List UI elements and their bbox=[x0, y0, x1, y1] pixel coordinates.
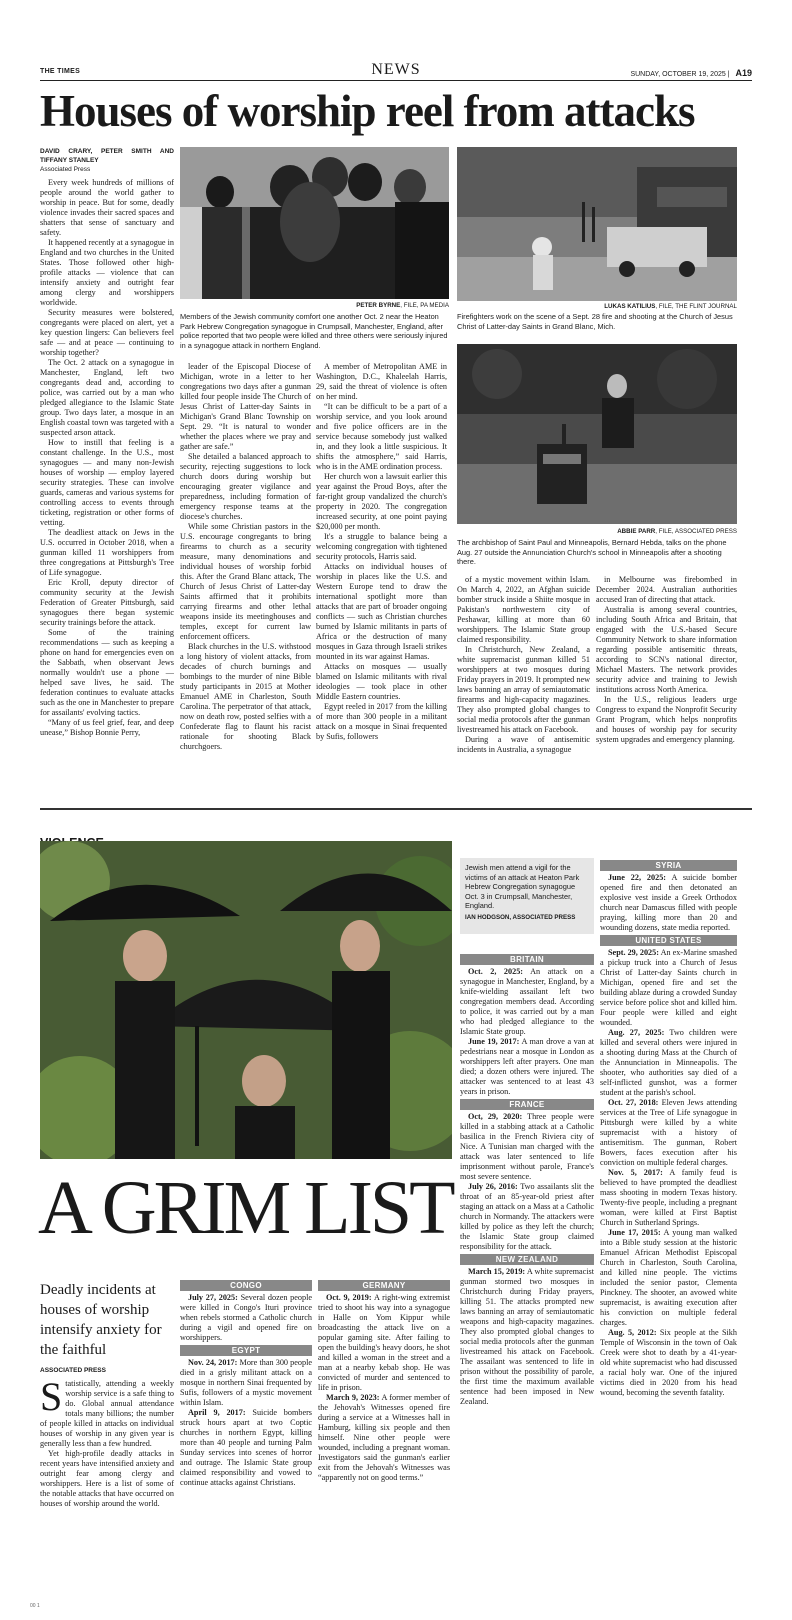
grim-list-intro bbox=[40, 1366, 174, 1566]
incident-entry bbox=[180, 1293, 312, 1343]
story-paragraph: Security measures were bolstered, congregants were placed on alert, yet a key question lingers: Can believers feel safe — and at peace — continuing to worship together? bbox=[40, 308, 174, 357]
incident-text: A white supremacist gunman stormed two mosques in Christchurch during Friday prayers, killing 51. The attacks prompted new laws banning an array of semiautomatic weapons and high-capacity magazines. They also prompted global changes to social media protocols after the gunman livestreamed his attack on Facebook. The assailant was sentenced to life in prison without the possibility of parole, the first time the maximum available sentence had been imposed in New Zealand. bbox=[460, 1267, 594, 1406]
photo4-credit: IAN HODGSON, ASSOCIATED PRESS bbox=[465, 913, 576, 921]
incident-text: Three people were killed in a stabbing attack at a Catholic basilica in the French Riviera city of Nice. A Tunisian man charged with the attack was later sentenced to life imprisonment without parole, France's most severe sentence. bbox=[460, 1112, 594, 1181]
incident-entry bbox=[600, 873, 737, 933]
country-header-congo: CONGO bbox=[180, 1280, 312, 1291]
incident-date: July 26, 2016: bbox=[468, 1182, 518, 1191]
incident-entry bbox=[318, 1293, 450, 1393]
story-paragraph: While some Christian pastors in the U.S. encourage congregants to bring firearms to church as a security measure, many denominations and individual houses of worship forbid this. After the Grand Blanc attack, The Church of Jesus Christ of Latter-day Saints affirmed that it prohibits carrying firearms and other lethal weapons inside its meetinghouses and temples, except for current law enforcement officers. bbox=[180, 522, 311, 641]
grim-agency: ASSOCIATED PRESS bbox=[40, 1367, 106, 1374]
incident-text: An attack on a synagogue in Manchester, England, by a knife-wielding assailant left two congregation members dead. According to police, it was carried out by a man who had pledged allegiance to the Islamic State group. bbox=[460, 967, 594, 1036]
incident-date: Oct, 29, 2020: bbox=[468, 1112, 523, 1121]
incident-text: Two assailants slit the throat of an 85-year-old priest after staging an attack on a Mass at a Catholic church in Normandy. The attackers were killed by police as they left the church; the Islamic State group claimed responsibility for the attack. bbox=[460, 1182, 594, 1251]
story-paragraph: Attacks on mosques — usually blamed on Islamic militants with rival ideologies — took place in other Middle Eastern countries. bbox=[316, 662, 447, 701]
incident-date: March 9, 2023: bbox=[326, 1393, 380, 1402]
photo3-caption: The archbishop of Saint Paul and Minneapolis, Bernard Hebda, talks on the phone Aug. 27 outside the Annunciation Church's school in Minneapolis after a shooting there. bbox=[457, 538, 727, 566]
story-column-4 bbox=[457, 575, 590, 787]
incident-entry bbox=[460, 1112, 594, 1182]
incident-text: More than 300 people died in a grisly militant attack on a mosque in northern Sinai frequented by Sufis, followers of a mystic movement within Islam. bbox=[180, 1358, 312, 1407]
story-paragraph: Every week hundreds of millions of people around the world gather to worship in peace. But for some, deadly violence invades their sacred spaces and shatters that sense of sanctuary and safety. bbox=[40, 178, 174, 237]
incident-date: June 22, 2025: bbox=[608, 873, 667, 882]
story-column-1 bbox=[40, 147, 174, 787]
incident-entry bbox=[460, 1267, 594, 1407]
incident-date: Oct. 2, 2025: bbox=[468, 967, 524, 976]
country-header-syria: SYRIA bbox=[600, 860, 737, 871]
country-header-egypt: EGYPT bbox=[180, 1345, 312, 1356]
story-paragraph: “It can be difficult to be a part of a worship service, and you look around and five police officers are in the service because somebody just walked in, and they look a little suspicious. It shifts the atmosphere,” said Harris, who is in the AME ordination process. bbox=[316, 402, 447, 471]
story-column-5 bbox=[596, 575, 737, 787]
incident-entry bbox=[600, 1328, 737, 1398]
incident-date: Sept. 29, 2025: bbox=[608, 948, 659, 957]
drop-cap: S bbox=[40, 1374, 63, 1419]
story-paragraph: “Many of us feel grief, fear, and deep unease,” Bishop Bonnie Perry, bbox=[40, 718, 174, 737]
incident-entry bbox=[460, 1037, 594, 1097]
incident-date: Oct. 9, 2019: bbox=[326, 1293, 372, 1302]
incident-entry bbox=[460, 967, 594, 1037]
incident-text: A suicide bomber opened fire and then detonated an explosive vest inside a Greek Orthodox church near Damascus filled with people praying, killing more than 20 and wounding dozens, state media reported. bbox=[600, 873, 737, 932]
photo2-credit: LUKAS KATILIUS, FILE, THE FLINT JOURNAL bbox=[604, 303, 737, 310]
incident-entry bbox=[600, 1028, 737, 1098]
grim-list-title: A GRIM LIST bbox=[38, 1166, 453, 1250]
incident-text: Six people at the Sikh Temple of Wisconsin in the town of Oak Creek were shot to death by a 41-year-old white supremacist who had discussed a racial holy war. One of the injured victims died in 2020 from his head wound, becoming the seventh fatality. bbox=[600, 1328, 737, 1397]
country-header-germany: GERMANY bbox=[318, 1280, 450, 1291]
story-paragraph: Attacks on individual houses of worship in places like the U.S. and Western Europe tend to draw the international spotlight more than attacks that are part of broader ongoing conflicts — such as Christian churches burned by Islamic militants in parts of Africa or the destruction of many mosques in Gaza through Israeli strikes mounted in its war against Hamas. bbox=[316, 562, 447, 661]
incident-text: An ex-Marine smashed a pickup truck into a Church of Jesus Christ of Latter-day Saints church in Michigan, opened fire and set the building ablaze during a crowded Sunday service before police shot and killed him. Four people were killed and eight wounded. bbox=[600, 948, 737, 1027]
country-header-us: UNITED STATES bbox=[600, 935, 737, 946]
story-paragraph: It's a struggle to balance being a welcoming congregation with tightened security protocols, Harris said. bbox=[316, 532, 447, 561]
story-paragraph: leader of the Episcopal Diocese of Michigan, wrote in a letter to her congregations two days after a gunman killed four people inside The Church of Jesus Christ of Latter-day Saints in Michigan's Grand Blanc Township on Sept. 29. “It is natural to wonder whether the places where we pray and gather are safe.” bbox=[180, 362, 311, 451]
incident-entry bbox=[600, 1168, 737, 1228]
list-column-1 bbox=[180, 1278, 312, 1568]
photo-church-fire bbox=[457, 147, 737, 301]
incident-entry bbox=[318, 1393, 450, 1483]
vigil-caption-box bbox=[460, 858, 594, 934]
byline: DAVID CRARY, PETER SMITH AND TIFFANY STANLEY bbox=[40, 148, 174, 164]
country-header-france: FRANCE bbox=[460, 1099, 594, 1110]
section-name: NEWS bbox=[371, 61, 421, 78]
incident-date: Aug. 27, 2025: bbox=[608, 1028, 665, 1037]
story-paragraph: In Christchurch, New Zealand, a white supremacist gunman killed 51 worshippers at two mosques during Friday prayers in 2019. It prompted new laws banning an array of semiautomatic firearms and high-capacity magazines. They also prompted global changes to social media protocols after the gunman livestreamed his attack on Facebook. bbox=[457, 645, 590, 734]
story-column-3 bbox=[316, 362, 447, 787]
page-marks: 00 1 bbox=[30, 1603, 40, 1609]
intro-text: tatistically, attending a weekly worship service is a safe thing to do. Global annual attendance totals many billions; the number of people killed in attacks on individual houses of worship in any given year is generally less than a few hundred. bbox=[40, 1379, 174, 1448]
incident-text: A former member of the Jehovah's Witnesses opened fire during a service at a Witnesses hall in Hamburg, killing six people and then himself. Nine other people were wounded, including a pregnant woman. Investigators said the gunman's earlier exit from the Jehovah's Witnesses was “apparently not on good terms.” bbox=[318, 1393, 450, 1482]
byline-agency: Associated Press bbox=[40, 166, 91, 173]
story-paragraph: The deadliest attack on Jews in the U.S. occurred in October 2018, when a gunman killed 11 worshippers from three congregations at Pittsburgh's Tree of Life synagogue. bbox=[40, 528, 174, 577]
incident-date: July 27, 2025: bbox=[188, 1293, 238, 1302]
story-paragraph: It happened recently at a synagogue in England and two churches in the United States. Those followed other high-profile attacks — violence that can intensify anxiety and outright fear among clergy and worshippers worldwide. bbox=[40, 238, 174, 307]
story-paragraph: During a wave of antisemitic incidents in Australia, a synagogue bbox=[457, 735, 590, 754]
incident-date: Nov. 24, 2017: bbox=[188, 1358, 238, 1367]
grim-list-dek: Deadly incidents at houses of worship intensify anxiety for the faithful bbox=[40, 1282, 162, 1358]
intro-text-2: Yet high-profile deadly attacks in recent years have intensified anxiety and outright fear among clergy and worshippers. Here is a list of some of the notable attacks that have occurred on houses of worship around the world. bbox=[40, 1449, 174, 1508]
paper-name: THE TIMES bbox=[40, 68, 81, 75]
story-paragraph: Australia is among several countries, including South Africa and Britain, that engaged with the U.S.-based Secure Community Network to share information regarding possible antisemitic threats, according to SCN's national director, Michael Masters. The network provides security advice and training to Jewish institutions across North America. bbox=[596, 605, 737, 694]
incident-date: March 15, 2019: bbox=[468, 1267, 526, 1276]
incident-entry bbox=[600, 1228, 737, 1328]
story-paragraph: of a mystic movement within Islam. On March 4, 2022, an Afghan suicide bomber struck inside a Shiite mosque in Pakistan's northwestern city of Peshawar, killing at more than 60 worshippers. The Islamic State group claimed responsibility. bbox=[457, 575, 590, 644]
photo1-caption: Members of the Jewish community comfort one another Oct. 2 near the Heaton Park Hebrew Congregation synagogue in Crumpsall, Manchester, England, after police reported that two people were killed and three others were seriously injured in a synagogue attack in northern England. bbox=[180, 312, 448, 350]
story-column-2 bbox=[180, 362, 311, 787]
incident-text: Suicide bombers struck hours apart at two Coptic churches in northern Egypt, killing more than 40 people and turning Palm Sunday services into scenes of horror and outrage. The Islamic State group claimed responsibility and vowed to continue attacks against Christians. bbox=[180, 1408, 312, 1487]
photo2-caption: Firefighters work on the scene of a Sept. 28 fire and shooting at the Church of Jesus Christ of Latter-day Saints in Grand Blanc, Mich. bbox=[457, 312, 733, 331]
list-column-4 bbox=[600, 858, 737, 1568]
col1-text bbox=[40, 178, 174, 738]
incident-date: April 9, 2017: bbox=[188, 1408, 246, 1417]
incident-entry bbox=[600, 1098, 737, 1168]
photo-archbishop bbox=[457, 344, 737, 524]
photo3-credit: ABBIE PARR, FILE, ASSOCIATED PRESS bbox=[617, 528, 737, 535]
country-header-britain: BRITAIN bbox=[460, 954, 594, 965]
photo4-caption: Jewish men attend a vigil for the victims of an attack at Heaton Park Hebrew Congregation synagogue Oct. 3 in Crumpsall, Manchester, England. bbox=[465, 863, 580, 910]
story-paragraph: Eric Kroll, deputy director of community security at the Jewish Federation of Greater Pittsburgh, said synagogues there began systemic security trainings before the attack. bbox=[40, 578, 174, 627]
story-paragraph: A member of Metropolitan AME in Washington, D.C., Khaleelah Harris, 29, said the threat of violence is often on her mind. bbox=[316, 362, 447, 401]
story-paragraph: Some of the training recommendations — such as keeping a phone on hand for emergencies even on the Sabbath, when observant Jews normally wouldn't use a phone — helped save lives, he said. The federation continues to evaluate attacks such as the one in Manchester to prepare for assailants' evolving tactics. bbox=[40, 628, 174, 717]
incident-date: Oct. 27, 2018: bbox=[608, 1098, 659, 1107]
incident-text: A right-wing extremist tried to shoot his way into a synagogue in Halle on Yom Kippur while broadcasting the attack live on a popular gaming site. After failing to open the building's heavy doors, he shot and killed a woman in the street and a man at a nearby kebab shop. He was convicted of murder and sentenced to life in prison. bbox=[318, 1293, 450, 1392]
incident-text: Two children were killed and several others were injured in a shooting during Mass at the Church of the Annunciation in Minneapolis. The shooter, who authorities say died of a self-inflicted gunshot, was a former student at the parish's school. bbox=[600, 1028, 737, 1097]
story-paragraph: In the U.S., religious leaders urge Congress to expand the Nonprofit Security Grant Program, which helps nonprofits and houses of worship pay for security system upgrades and emergency planning. bbox=[596, 695, 737, 744]
incident-text: A man drove a van at pedestrians near a mosque in London as worshippers left after prayers. One man died; a dozen others were injured. The attacker was sentenced to at least 43 years in prison. bbox=[460, 1037, 594, 1096]
headline: Houses of worship reel from attacks bbox=[40, 86, 695, 136]
incident-date: June 17, 2015: bbox=[608, 1228, 661, 1237]
country-header-nz: NEW ZEALAND bbox=[460, 1254, 594, 1265]
story-paragraph: Egypt reeled in 2017 from the killing of more than 300 people in a militant attack on a mosque in Sinai frequented by Sufis, followers bbox=[316, 702, 447, 741]
incident-entry bbox=[460, 1182, 594, 1252]
story-paragraph: The Oct. 2 attack on a synagogue in Manchester, England, left two congregants dead and, according to police, was carried out by a man who pledged allegiance to the Islamic State group. Two days later, a mosque in an English coastal town was targeted with a suspected arson attack. bbox=[40, 358, 174, 437]
incident-entry bbox=[180, 1408, 312, 1488]
incident-entry bbox=[180, 1358, 312, 1408]
story-paragraph: She detailed a balanced approach to security, rejecting suggestions to lock church doors during worship but encouraging greater vigilance and preparedness, including formation of emergency response teams at the diocese's churches. bbox=[180, 452, 311, 521]
list-column-2 bbox=[318, 1278, 450, 1568]
story-paragraph: in Melbourne was firebombed in December 2024. Australian authorities accused Iran of directing that attack. bbox=[596, 575, 737, 604]
incident-text: A young man walked into a Bible study session at the historic Emanuel African Methodist Episcopal Church in Charleston, South Carolina, and killed nine people. The victims included the senior pastor, Clementa Pinckney. The shooter, an avowed white supremacist, is awaiting execution after his conviction on multiple federal charges. bbox=[600, 1228, 737, 1327]
incident-text: Several dozen people were killed in Congo's Ituri province when rebels stormed a Catholic church during a vigil and opened fire on worshippers. bbox=[180, 1293, 312, 1342]
photo1-credit: PETER BYRNE, FILE, PA MEDIA bbox=[356, 302, 449, 309]
photo-vigil-umbrellas bbox=[40, 841, 452, 1159]
incident-text: A family feud is believed to have prompted the deadliest mass shooting in modern Texas history. Twenty-five people, including a pregnant woman, were killed at First Baptist Church in Sutherland Springs. bbox=[600, 1168, 737, 1227]
story-paragraph: How to instill that feeling is a constant challenge. In the U.S., most synagogues — and many non-Jewish houses of worship — employ layered security strategies. These can involve guards, cameras and various systems for controlling access to events through ticketing, registration or other forms of vetting. bbox=[40, 438, 174, 527]
incident-date: June 19, 2017: bbox=[468, 1037, 520, 1046]
incident-date: Nov. 5, 2017: bbox=[608, 1168, 663, 1177]
incident-entry bbox=[600, 948, 737, 1028]
folio-date: SUNDAY, OCTOBER 19, 2025 | A19 bbox=[630, 68, 752, 78]
photo-synagogue-mourners bbox=[180, 147, 449, 299]
list-column-3 bbox=[460, 952, 594, 1568]
incident-text: Eleven Jews attending services at the Tree of Life synagogue in Pittsburgh were killed by a white supremacist with a history of antisemitism. The gunman, Robert Bowers, faces execution after his conviction on multiple federal charges. bbox=[600, 1098, 737, 1167]
story-paragraph: Her church won a lawsuit earlier this year against the Proud Boys, after the far-right group vandalized the church's property in 2020. The congregation increased security, at one point paying $20,000 per month. bbox=[316, 472, 447, 531]
incident-date: Aug. 5, 2012: bbox=[608, 1328, 657, 1337]
story-paragraph: Black churches in the U.S. withstood a long history of violent attacks, from decades of church burnings and bombings to the murder of nine Bible study participants in 2015 at Mother Emanuel AME in Charleston, South Carolina. The perpetrator of that attack, now on death row, posted selfies with a Confederate flag to flaunt his racist rationale for shooting Black churchgoers. bbox=[180, 642, 311, 751]
